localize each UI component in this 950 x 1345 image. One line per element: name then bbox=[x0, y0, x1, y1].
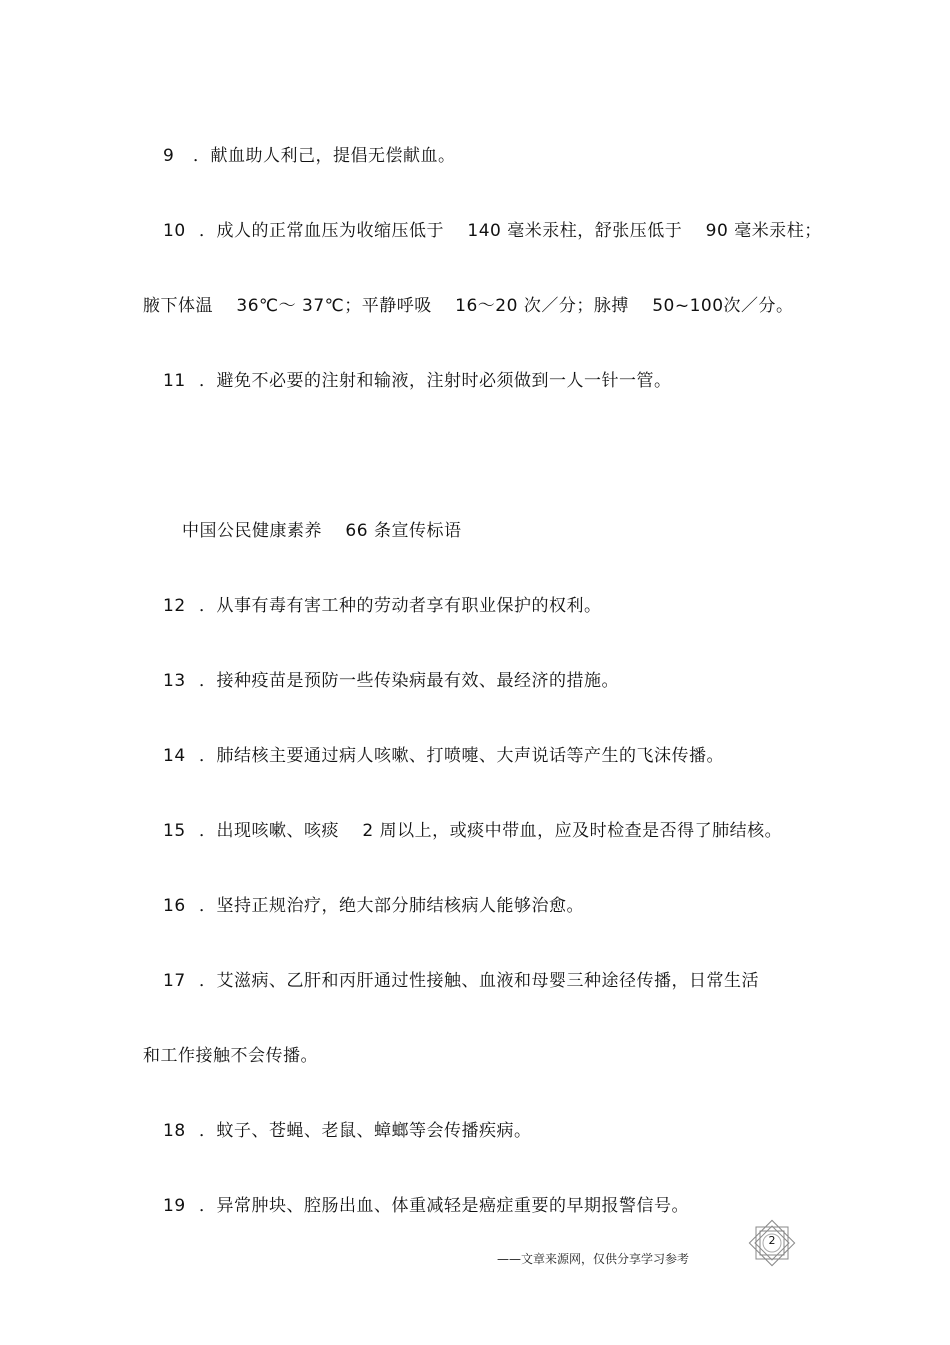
item-number: 10 bbox=[163, 221, 186, 241]
item-17 bbox=[163, 970, 759, 992]
continuation-text: 和工作接触不会传播。 bbox=[143, 1046, 318, 1066]
heading-text: 中国公民健康素养 66 条宣传标语 bbox=[182, 521, 462, 541]
item-number: 16 bbox=[163, 896, 186, 916]
item-12 bbox=[163, 595, 602, 617]
item-15 bbox=[163, 820, 782, 842]
item-number: 17 bbox=[163, 971, 186, 991]
item-16 bbox=[163, 895, 584, 917]
item-number: 15 bbox=[163, 821, 186, 841]
item-text: ．出现咳嗽、咳痰 2 周以上，或痰中带血，应及时检查是否得了肺结核。 bbox=[199, 821, 783, 841]
footer-note: ——文章来源网，仅供分享学习参考 bbox=[497, 1252, 690, 1266]
item-13 bbox=[163, 670, 619, 692]
item-text: ．艾滋病、乙肝和丙肝通过性接触、血液和母婴三种途径传播，日常生活 bbox=[199, 971, 759, 991]
item-19 bbox=[163, 1195, 689, 1217]
item-10-continuation bbox=[143, 295, 794, 317]
item-text: ．避免不必要的注射和输液，注射时必须做到一人一针一管。 bbox=[199, 371, 672, 391]
page-number: 2 bbox=[768, 1234, 776, 1247]
continuation-text: 腋下体温 36℃～ 37℃；平静呼吸 16～20 次／分；脉搏 50~100次／分。 bbox=[143, 296, 794, 316]
item-9 bbox=[163, 145, 456, 167]
item-17-continuation bbox=[143, 1045, 318, 1067]
item-number: 18 bbox=[163, 1121, 186, 1141]
item-10 bbox=[163, 220, 822, 242]
item-number: 9 bbox=[163, 146, 175, 166]
item-18 bbox=[163, 1120, 532, 1142]
item-text: ．接种疫苗是预防一些传染病最有效、最经济的措施。 bbox=[199, 671, 619, 691]
item-number: 13 bbox=[163, 671, 186, 691]
item-number: 11 bbox=[163, 371, 186, 391]
item-text: ．坚持正规治疗，绝大部分肺结核病人能够治愈。 bbox=[199, 896, 584, 916]
item-text: ．献血助人利己，提倡无偿献血。 bbox=[193, 146, 456, 166]
item-text: ．从事有毒有害工种的劳动者享有职业保护的权利。 bbox=[199, 596, 602, 616]
item-text: ．蚊子、苍蝇、老鼠、蟑螂等会传播疾病。 bbox=[199, 1121, 532, 1141]
item-number: 12 bbox=[163, 596, 186, 616]
item-number: 19 bbox=[163, 1196, 186, 1216]
item-text: ．肺结核主要通过病人咳嗽、打喷嚏、大声说话等产生的飞沫传播。 bbox=[199, 746, 724, 766]
item-14 bbox=[163, 745, 724, 767]
item-number: 14 bbox=[163, 746, 186, 766]
item-11 bbox=[163, 370, 672, 392]
item-text: ．成人的正常血压为收缩压低于 140 毫米汞柱，舒张压低于 90 毫米汞柱； bbox=[199, 221, 822, 241]
item-text: ．异常肿块、腔肠出血、体重减轻是癌症重要的早期报警信号。 bbox=[199, 1196, 689, 1216]
section-heading bbox=[182, 520, 461, 542]
